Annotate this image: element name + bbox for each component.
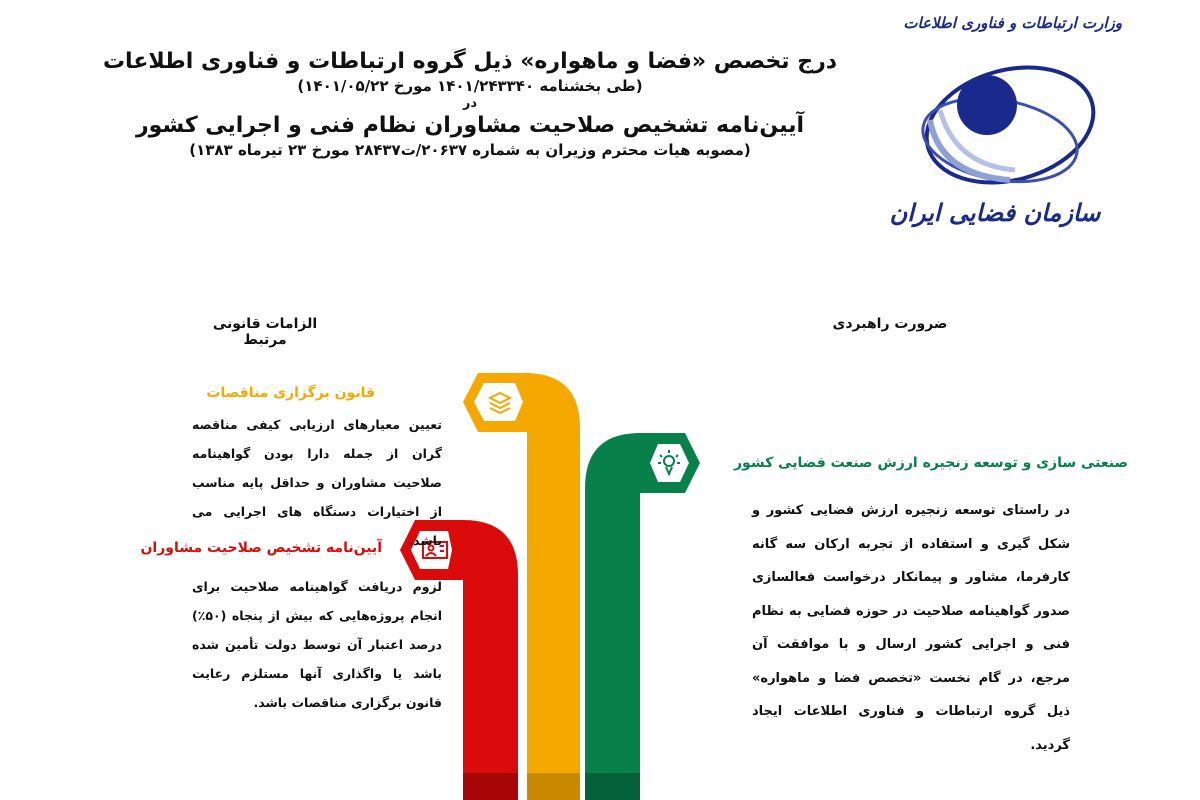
regulation-subtitle: (مصوبه هیات محترم وزیران به شماره ۲۰۶۳۷/ت۲۸۴۳۷ مورخ ۲۳ تیرماه ۱۳۸۳) bbox=[189, 141, 751, 159]
page-subtitle: (طی بخشنامه ۱۴۰۱/۲۴۳۳۴۰ مورخ ۱۴۰۱/۰۵/۲۲) bbox=[297, 77, 643, 95]
strategic-section-heading: ضرورت راهبردی bbox=[832, 316, 948, 332]
consultant-regulation-title: آیین‌نامه تشخیص صلاحیت مشاوران bbox=[140, 540, 382, 556]
agency-name: سازمان فضایی ایران bbox=[889, 198, 1101, 227]
tender-law-title: قانون برگزاری مناقصات bbox=[206, 385, 375, 401]
legal-section-heading: الزامات قانونی مرتبط bbox=[212, 316, 318, 348]
consultant-regulation-text: لزوم دریافت گواهینامه صلاحیت برای انجام پروژه‌هایی که بیش از پنجاه (۵۰٪) درصد اعتبار آن توسط دولت تأمین شده باشد یا واگذاری آنها مستلزم رعایت قانون برگزاری مناقصات باشد. bbox=[192, 579, 442, 710]
industrialization-title: صنعتی سازی و توسعه زنجیره ارزش صنعت فضایی کشور bbox=[734, 455, 1128, 471]
page-title: درج تخصص «فضا و ماهواره» ذیل گروه ارتباطات و فناوری اطلاعات bbox=[102, 49, 838, 74]
tender-law-text: تعیین معیارهای ارزیابی کیفی مناقصه گران از جمله دارا بودن گواهینامه صلاحیت مشاوران و حداقل پایه مناسب از اختیارات دستگاه های اجرایی می باشد. bbox=[192, 417, 442, 548]
page-header bbox=[60, 48, 880, 160]
green-pipe bbox=[585, 433, 700, 800]
regulation-title: آیین‌نامه تشخیص صلاحیت مشاوران نظام فنی و اجرایی کشور bbox=[135, 113, 805, 138]
industrialization-text: در راستای توسعه زنجیره ارزش فضایی کشور و شکل گیری و استفاده از تجربه ارکان سه گانه کارفرما، مشاور و پیمانکار درخواست فعالسازی صدور گواهینامه صلاحیت در حوزه فضایی به نظام فنی و اجرایی کشور ارسال و با موافقت آن مرجع، در گام نخست «تخصص فضا و ماهواره» ذیل گروه ارتباطات و فناوری اطلاعات ایجاد گردید. bbox=[752, 503, 1070, 753]
connector-text: در bbox=[462, 96, 478, 111]
ministry-name: وزارت ارتباطات و فناوری اطلاعات bbox=[903, 14, 1122, 32]
